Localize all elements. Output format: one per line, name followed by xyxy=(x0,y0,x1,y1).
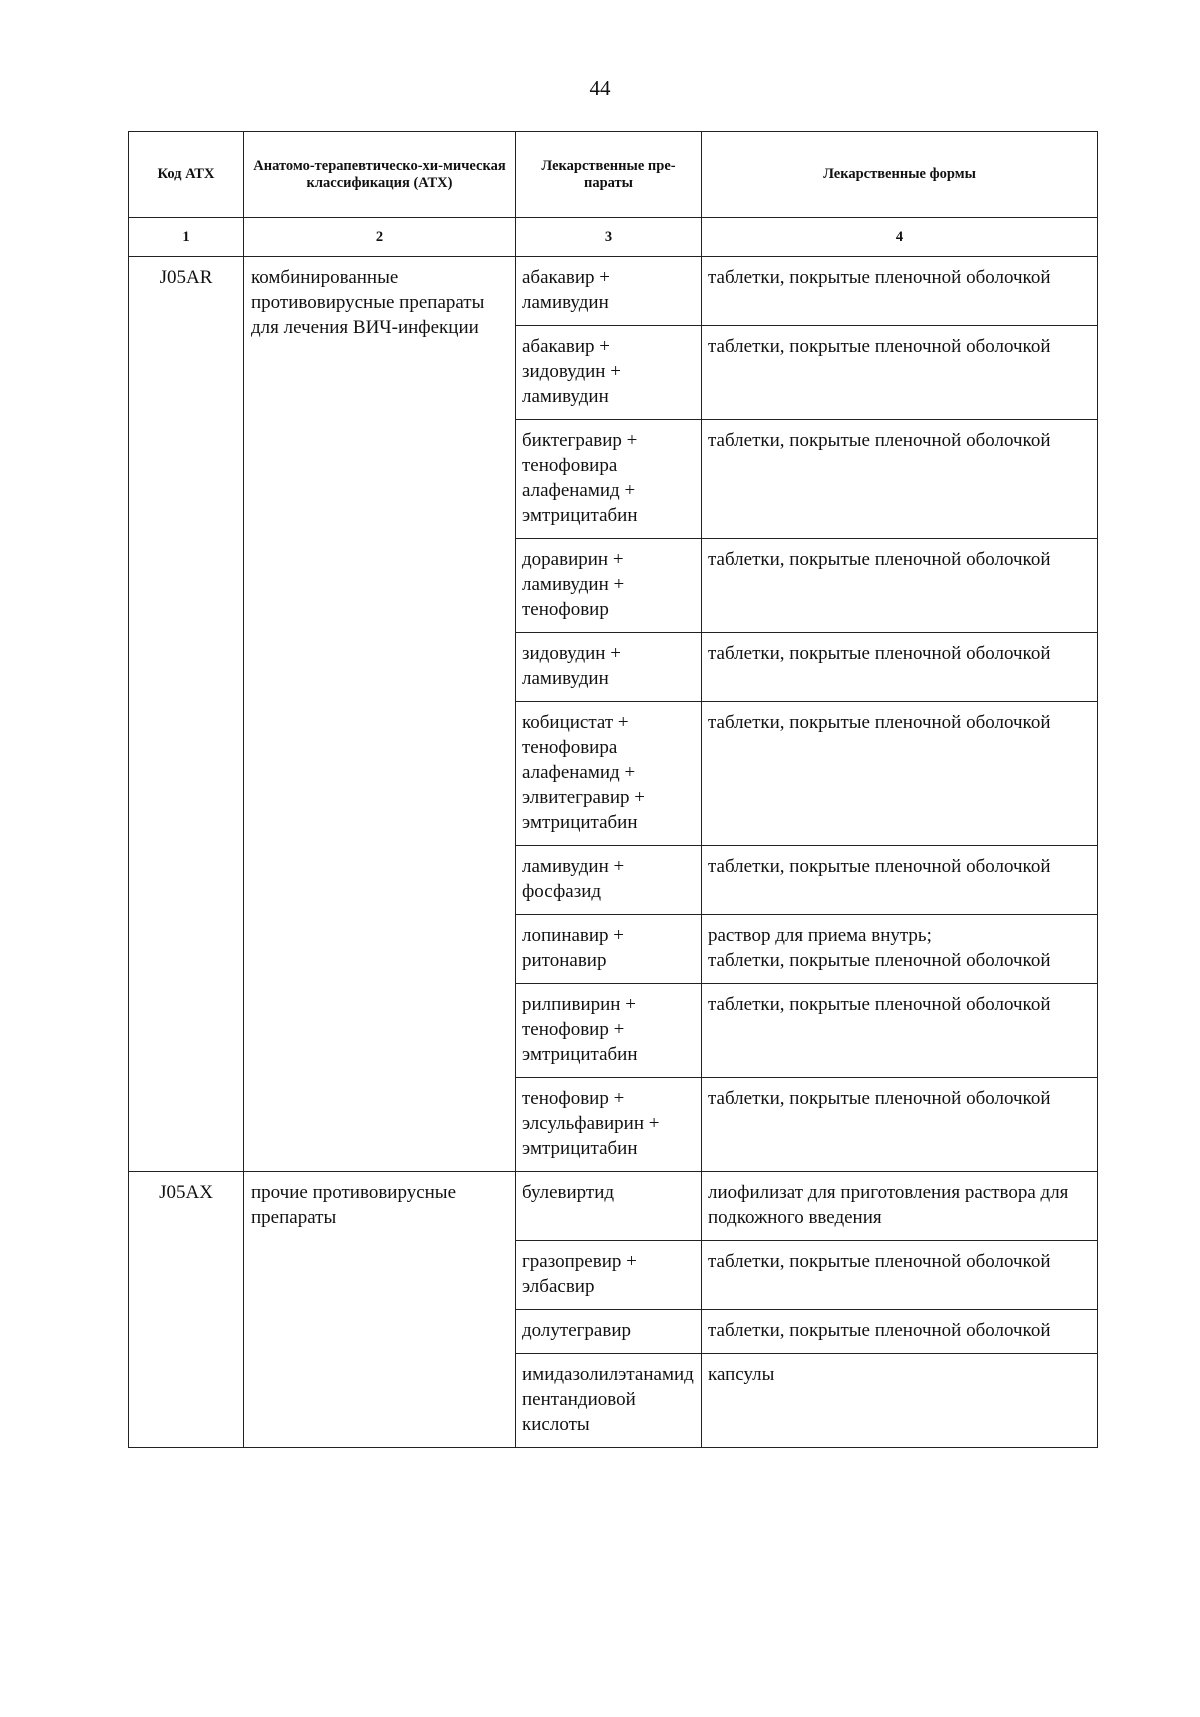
header-drugs: Лекарственные пре-параты xyxy=(516,132,702,218)
atx-code-cell: J05AX xyxy=(129,1172,244,1448)
drug-cell: доравирин + ламивудин + тенофовир xyxy=(516,539,702,633)
column-number-row xyxy=(129,218,1098,257)
atx-group-cell: комбинированные противовирусные препараты для лечения ВИЧ-инфекции xyxy=(244,257,516,1172)
column-number: 3 xyxy=(516,218,702,257)
dosage-form-cell xyxy=(702,539,1098,633)
drug-cell: зидовудин + ламивудин xyxy=(516,633,702,702)
dosage-form-cell xyxy=(702,420,1098,539)
dosage-form-text: таблетки, покрытые пленочной оболочкой xyxy=(708,430,1051,451)
dosage-form-text: таблетки, покрытые пленочной оболочкой xyxy=(708,950,1051,971)
drug-cell: абакавир + ламивудин xyxy=(516,257,702,326)
dosage-form-cell xyxy=(702,1310,1098,1354)
dosage-form-text: раствор для приема внутрь; xyxy=(708,925,932,946)
atx-code-cell: J05AR xyxy=(129,257,244,1172)
header-code: Код АТХ xyxy=(129,132,244,218)
dosage-form-text: таблетки, покрытые пленочной оболочкой xyxy=(708,1320,1051,1341)
dosage-form-cell xyxy=(702,633,1098,702)
drug-cell: гразопревир + элбасвир xyxy=(516,1241,702,1310)
drug-cell: тенофовир + элсульфавирин + эмтрицитабин xyxy=(516,1078,702,1172)
column-number: 4 xyxy=(702,218,1098,257)
page-number: 44 xyxy=(589,76,611,100)
dosage-form-text: таблетки, покрытые пленочной оболочкой xyxy=(708,549,1051,570)
header-row xyxy=(129,132,1098,218)
drug-cell: кобицистат + тенофовира алафенамид + элвитегравир + эмтрицитабин xyxy=(516,702,702,846)
dosage-form-text: таблетки, покрытые пленочной оболочкой xyxy=(708,1251,1051,1272)
drug-cell: абакавир + зидовудин + ламивудин xyxy=(516,326,702,420)
dosage-form-cell xyxy=(702,702,1098,846)
header-classification: Анатомо-терапевтическо-хи-мическая классификация (АТХ) xyxy=(244,132,516,218)
dosage-form-cell xyxy=(702,915,1098,984)
atx-group-cell: прочие противовирусные препараты xyxy=(244,1172,516,1448)
drug-cell: долутегравир xyxy=(516,1310,702,1354)
dosage-form-text: таблетки, покрытые пленочной оболочкой xyxy=(708,856,1051,877)
dosage-form-text: таблетки, покрытые пленочной оболочкой xyxy=(708,336,1051,357)
dosage-form-cell xyxy=(702,1354,1098,1448)
drug-cell: рилпивирин + тенофовир + эмтрицитабин xyxy=(516,984,702,1078)
table-row xyxy=(129,257,1098,326)
column-number: 2 xyxy=(244,218,516,257)
dosage-form-cell xyxy=(702,1241,1098,1310)
table-row xyxy=(129,1172,1098,1241)
dosage-form-text: лиофилизат для приготовления раствора для подкожного введения xyxy=(708,1182,1069,1228)
drug-cell: булевиртид xyxy=(516,1172,702,1241)
header-forms: Лекарственные формы xyxy=(702,132,1098,218)
dosage-form-cell xyxy=(702,257,1098,326)
dosage-form-text: таблетки, покрытые пленочной оболочкой xyxy=(708,712,1051,733)
dosage-form-cell xyxy=(702,846,1098,915)
dosage-form-text: таблетки, покрытые пленочной оболочкой xyxy=(708,1088,1051,1109)
dosage-form-text: таблетки, покрытые пленочной оболочкой xyxy=(708,643,1051,664)
drug-cell: биктегравир + тенофовира алафенамид + эмтрицитабин xyxy=(516,420,702,539)
drug-cell: ламивудин + фосфазид xyxy=(516,846,702,915)
drug-cell: имидазолилэтанамид пентандиовой кислоты xyxy=(516,1354,702,1448)
atx-table xyxy=(128,131,1098,1448)
drug-cell: лопинавир + ритонавир xyxy=(516,915,702,984)
dosage-form-text: таблетки, покрытые пленочной оболочкой xyxy=(708,994,1051,1015)
column-number: 1 xyxy=(129,218,244,257)
dosage-form-text: таблетки, покрытые пленочной оболочкой xyxy=(708,267,1051,288)
dosage-form-cell xyxy=(702,1078,1098,1172)
dosage-form-cell xyxy=(702,1172,1098,1241)
table-body xyxy=(129,257,1098,1448)
dosage-form-text: капсулы xyxy=(708,1364,775,1385)
dosage-form-cell xyxy=(702,984,1098,1078)
dosage-form-cell xyxy=(702,326,1098,420)
